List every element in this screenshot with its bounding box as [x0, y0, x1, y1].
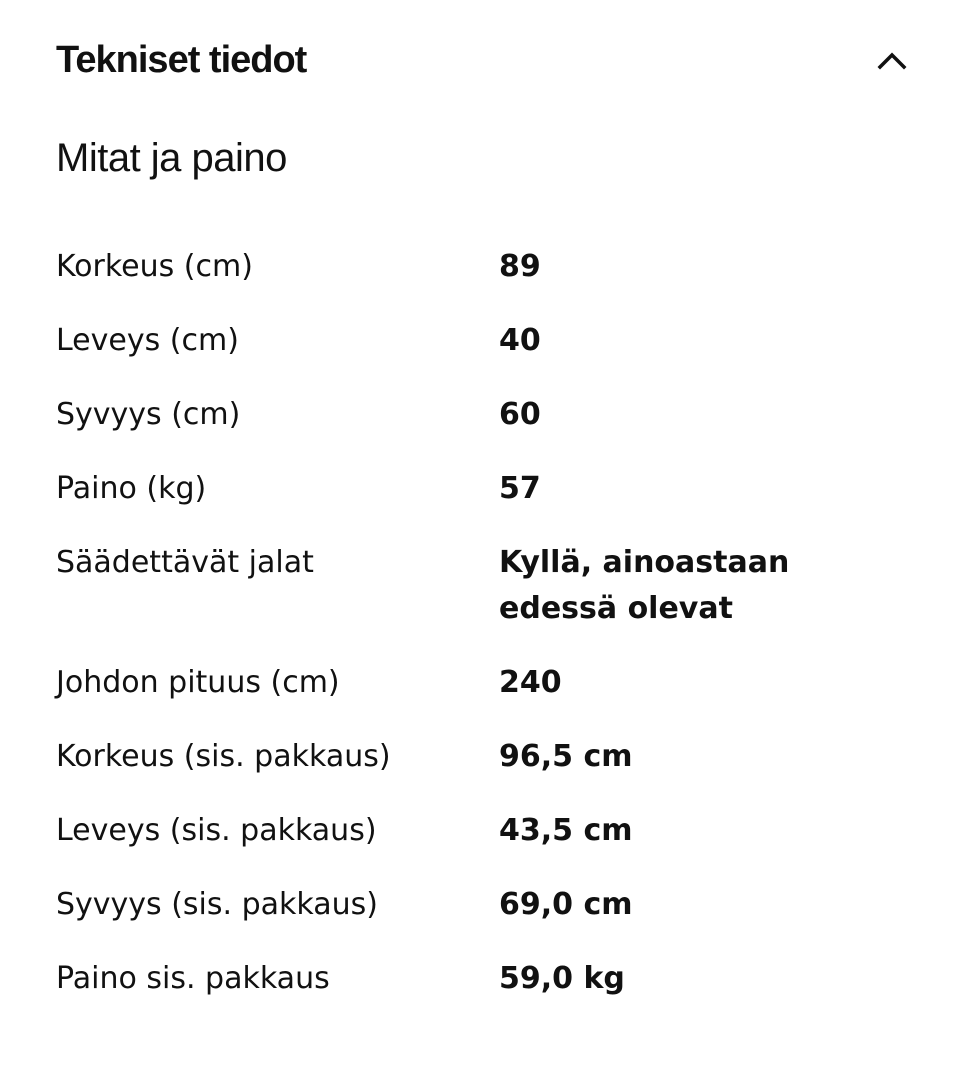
spec-row: [56, 466, 916, 512]
spec-row: [56, 808, 916, 854]
spec-value: 89: [499, 249, 541, 284]
spec-label: Korkeus (sis. pakkaus): [56, 739, 391, 774]
section-title: Tekniset tiedot: [56, 38, 307, 81]
spec-row: [56, 956, 916, 1002]
spec-label: Johdon pituus (cm): [56, 665, 340, 700]
spec-value: Kyllä, ainoastaan edessä olevat: [499, 545, 790, 626]
spec-label: Paino sis. pakkaus: [56, 961, 330, 996]
spec-value: 57: [499, 471, 541, 506]
technical-specs-accordion-header[interactable]: [56, 30, 912, 90]
spec-label: Korkeus (cm): [56, 249, 253, 284]
spec-value: 69,0 cm: [499, 887, 633, 922]
chevron-up-icon[interactable]: [872, 40, 912, 80]
spec-label: Syvyys (sis. pakkaus): [56, 887, 378, 922]
spec-label: Säädettävät jalat: [56, 545, 314, 580]
spec-row: [56, 734, 916, 780]
spec-row: [56, 540, 916, 632]
spec-label: Syvyys (cm): [56, 397, 241, 432]
spec-row: [56, 392, 916, 438]
spec-row: [56, 882, 916, 928]
spec-value: 59,0 kg: [499, 961, 625, 996]
spec-value: 96,5 cm: [499, 739, 633, 774]
spec-row: [56, 318, 916, 364]
spec-value: 43,5 cm: [499, 813, 633, 848]
spec-label: Leveys (sis. pakkaus): [56, 813, 377, 848]
spec-row: [56, 244, 916, 290]
spec-label: Leveys (cm): [56, 323, 239, 358]
spec-value: 240: [499, 665, 562, 700]
spec-row: [56, 660, 916, 706]
spec-value: 60: [499, 397, 541, 432]
spec-value: 40: [499, 323, 541, 358]
spec-list: [56, 244, 916, 1030]
spec-label: Paino (kg): [56, 471, 207, 506]
subsection-heading: Mitat ja paino: [56, 136, 287, 180]
